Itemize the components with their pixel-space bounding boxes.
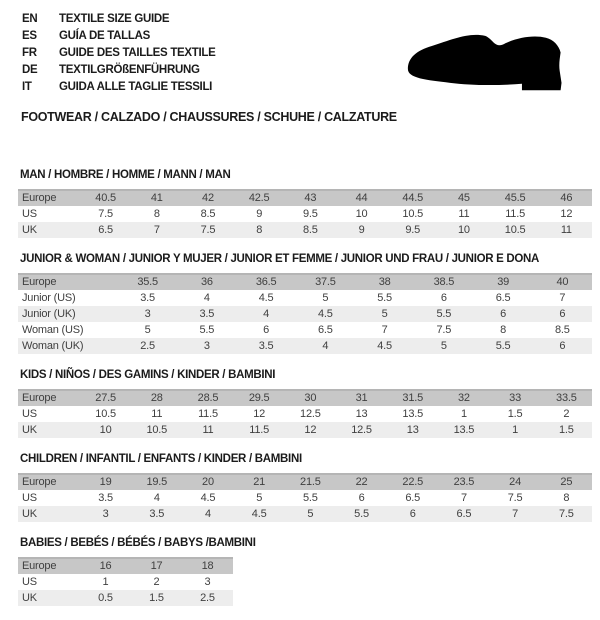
size-section (18, 536, 592, 606)
size-cell: 28 (150, 392, 163, 404)
size-cell: 16 (99, 560, 112, 572)
size-cell: 7.5 (436, 323, 452, 336)
size-cell: 3.5 (199, 307, 215, 320)
size-cell: 6 (440, 291, 447, 304)
table-row (18, 422, 592, 438)
size-cell: 2 (153, 575, 160, 588)
size-section (18, 452, 592, 522)
size-cell: 4.5 (258, 291, 274, 304)
size-table (18, 273, 592, 354)
row-label: Europe (22, 476, 57, 488)
row-label: Europe (22, 560, 57, 572)
size-cell: 12 (304, 423, 317, 436)
size-cell: 19.5 (146, 476, 168, 488)
size-cell: 8 (563, 491, 570, 504)
size-cell: 5 (256, 491, 263, 504)
size-cell: 31.5 (402, 392, 424, 404)
size-cell: 6 (559, 307, 566, 320)
table-row (18, 222, 592, 238)
size-cell: 10 (355, 207, 368, 220)
size-cell: 18 (201, 560, 214, 572)
section-title: KIDS / NIÑOS / DES GAMINS / KINDER / BAMBINI (20, 369, 276, 381)
size-cell: 3 (144, 307, 151, 320)
size-cell: 4 (203, 291, 210, 304)
size-cell: 4 (205, 507, 211, 520)
size-cell: 20 (202, 476, 214, 488)
size-cell: 3 (102, 507, 109, 520)
table-row (18, 322, 592, 338)
size-cell: 33.5 (556, 392, 577, 404)
size-cell: 5 (381, 307, 388, 320)
table-row (18, 306, 592, 322)
size-cell: 1 (460, 407, 467, 420)
size-cell: 39 (497, 276, 510, 288)
size-cell: 28.5 (197, 392, 219, 404)
size-cell: 13 (355, 407, 368, 420)
size-cell: 7 (559, 291, 566, 304)
size-cell: 5.5 (436, 307, 452, 320)
size-cell: 2.5 (140, 339, 155, 352)
size-table (18, 557, 233, 606)
size-cell: 23.5 (453, 476, 475, 488)
size-section (18, 368, 592, 438)
size-cell: 31 (355, 392, 368, 404)
size-cell: 5 (322, 291, 329, 304)
size-cell: 12.5 (300, 407, 321, 420)
table-row (18, 558, 233, 574)
size-table (18, 189, 592, 238)
size-cell: 5 (440, 339, 447, 352)
row-label: US (22, 575, 37, 588)
size-table (18, 389, 592, 438)
size-cell: 36 (200, 276, 213, 288)
size-cell: 22 (355, 476, 368, 488)
size-cell: 6.5 (405, 491, 421, 504)
size-cell: 12 (560, 207, 573, 220)
size-cell: 1 (512, 423, 519, 436)
size-cell: 10.5 (402, 207, 424, 220)
size-cell: 5.5 (495, 339, 511, 352)
size-cell: 7 (512, 507, 519, 520)
size-cell: 10 (457, 223, 470, 236)
section-title: JUNIOR & WOMAN / JUNIOR Y MUJER / JUNIOR ET FEMME / JUNIOR UND FRAU / JUNIOR E DONA (20, 253, 540, 265)
size-cell: 4.5 (251, 507, 267, 520)
size-cell: 9 (256, 207, 263, 220)
section-title: MAN / HOMBRE / HOMME / MANN / MAN (20, 169, 231, 181)
row-label: Junior (US) (22, 291, 76, 304)
row-label: US (22, 207, 37, 220)
size-cell: 6.5 (98, 223, 113, 236)
size-cell: 42.5 (248, 192, 270, 204)
size-cell: 4.5 (377, 339, 392, 352)
language-row (22, 45, 216, 62)
language-list (22, 11, 216, 96)
row-label: UK (22, 591, 37, 604)
size-cell: 45.5 (504, 192, 526, 204)
size-cell: 40 (556, 276, 569, 288)
table-row (18, 506, 592, 522)
table-row (18, 390, 592, 406)
size-cell: 7 (460, 491, 467, 504)
table-row (18, 590, 233, 606)
size-cell: 6.5 (495, 291, 511, 304)
language-title: GUIDA ALLE TAGLIE TESSILI (59, 81, 213, 93)
size-cell: 6 (263, 323, 270, 336)
size-cell: 11.5 (505, 207, 525, 220)
size-cell: 12.5 (351, 423, 372, 436)
size-cell: 1.5 (558, 423, 574, 436)
size-cell: 6.5 (456, 507, 472, 520)
size-section (18, 168, 592, 238)
size-cell: 35.5 (137, 276, 158, 288)
language-row (22, 11, 216, 28)
size-cell: 2 (563, 407, 570, 420)
size-cell: 13.5 (402, 407, 424, 420)
size-cell: 32 (457, 392, 470, 404)
size-cell: 5 (307, 507, 314, 520)
size-cell: 8.5 (302, 223, 318, 236)
size-cell: 38 (378, 276, 391, 288)
row-label: Europe (22, 192, 57, 204)
table-row (18, 206, 592, 222)
size-cell: 43 (304, 192, 317, 204)
size-cell: 7.5 (507, 491, 523, 504)
size-cell: 8.5 (200, 207, 216, 220)
language-row (22, 28, 216, 45)
language-title: TEXTILGRÖßENFÜHRUNG (59, 64, 200, 76)
size-cell: 7.5 (200, 223, 216, 236)
size-cell: 45 (457, 192, 470, 204)
row-label: Junior (UK) (22, 307, 76, 320)
size-cell: 1.5 (149, 591, 164, 604)
size-cell: 3 (204, 575, 211, 588)
language-code: FR (22, 47, 37, 59)
size-cell: 5.5 (377, 291, 392, 304)
size-cell: 3.5 (149, 507, 165, 520)
row-label: Europe (22, 392, 57, 404)
size-cell: 4 (153, 491, 160, 504)
row-label: US (22, 491, 37, 504)
row-label: UK (22, 223, 37, 236)
size-cell: 1 (102, 575, 109, 588)
size-cell: 4.5 (318, 307, 333, 320)
size-cell: 12 (253, 407, 266, 420)
size-cell: 33 (509, 392, 522, 404)
table-row (18, 474, 592, 490)
size-cell: 6 (358, 491, 365, 504)
language-code: DE (22, 64, 38, 76)
size-cell: 8 (256, 223, 263, 236)
size-cell: 13 (406, 423, 419, 436)
language-code: IT (22, 81, 32, 93)
size-cell: 11.5 (198, 407, 218, 420)
row-label: Woman (US) (22, 323, 84, 336)
size-cell: 36.5 (255, 276, 277, 288)
size-cell: 42 (202, 192, 214, 204)
size-cell: 24 (509, 476, 522, 488)
size-cell: 2.5 (200, 591, 215, 604)
size-cell: 30 (304, 392, 317, 404)
size-cell: 27.5 (95, 392, 116, 404)
size-cell: 40.5 (95, 192, 116, 204)
row-label: UK (22, 423, 37, 436)
size-cell: 1.5 (507, 407, 523, 420)
size-cell: 6 (409, 507, 416, 520)
table-row (18, 406, 592, 422)
size-cell: 38.5 (433, 276, 455, 288)
language-row (22, 62, 216, 79)
size-cell: 6.5 (318, 323, 333, 336)
size-cell: 11 (151, 407, 163, 420)
language-row (22, 79, 216, 96)
size-cell: 6 (559, 339, 566, 352)
size-cell: 7.5 (98, 207, 113, 220)
row-label: UK (22, 507, 37, 520)
size-cell: 3.5 (258, 339, 274, 352)
size-cell: 37.5 (315, 276, 336, 288)
size-cell: 10 (99, 423, 112, 436)
size-cell: 21.5 (300, 476, 321, 488)
size-cell: 3.5 (98, 491, 113, 504)
size-cell: 44.5 (402, 192, 424, 204)
category-title: FOOTWEAR / CALZADO / CHAUSSURES / SCHUHE / CALZATURE (21, 110, 397, 124)
size-cell: 5.5 (199, 323, 215, 336)
size-cell: 5 (144, 323, 151, 336)
size-cell: 7.5 (558, 507, 574, 520)
size-cell: 5.5 (354, 507, 369, 520)
table-row (18, 290, 592, 306)
size-cell: 11 (560, 223, 572, 236)
size-cell: 10.5 (146, 423, 168, 436)
language-code: ES (22, 30, 37, 42)
size-cell: 6 (500, 307, 507, 320)
size-cell: 10.5 (504, 223, 526, 236)
size-cell: 44 (355, 192, 368, 204)
size-cell: 25 (560, 476, 573, 488)
size-cell: 8.5 (555, 323, 570, 336)
size-cell: 46 (560, 192, 573, 204)
size-section (18, 252, 592, 354)
size-cell: 3 (203, 339, 210, 352)
size-cell: 4 (263, 307, 270, 320)
language-title: GUIDE DES TAILLES TEXTILE (59, 47, 216, 59)
table-row (18, 190, 592, 206)
size-cell: 41 (150, 192, 163, 204)
table-row (18, 274, 592, 290)
size-cell: 8 (153, 207, 160, 220)
size-cell: 13.5 (453, 423, 475, 436)
size-cell: 11 (458, 207, 470, 220)
size-cell: 29.5 (248, 392, 270, 404)
size-cell: 21 (253, 476, 266, 488)
size-cell: 17 (150, 560, 163, 572)
size-cell: 0.5 (98, 591, 113, 604)
size-table (18, 473, 592, 522)
language-code: EN (22, 13, 38, 25)
size-cell: 4.5 (200, 491, 216, 504)
size-cell: 9 (358, 223, 365, 236)
size-cell: 10.5 (95, 407, 116, 420)
size-tables (18, 168, 592, 620)
row-label: US (22, 407, 37, 420)
size-cell: 7 (381, 323, 388, 336)
language-title: GUÍA DE TALLAS (59, 30, 150, 42)
size-cell: 9.5 (302, 207, 318, 220)
row-label: Woman (UK) (22, 339, 84, 352)
size-cell: 19 (99, 476, 112, 488)
language-title: TEXTILE SIZE GUIDE (59, 13, 170, 25)
section-title: BABIES / BEBÉS / BÉBÉS / BABYS /BAMBINI (20, 537, 256, 549)
table-row (18, 338, 592, 354)
size-cell: 11 (202, 423, 214, 436)
size-cell: 9.5 (405, 223, 421, 236)
size-cell: 3.5 (140, 291, 155, 304)
section-title: CHILDREN / INFANTIL / ENFANTS / KINDER / BAMBINI (20, 453, 302, 465)
size-cell: 8 (500, 323, 507, 336)
size-cell: 4 (322, 339, 329, 352)
table-row (18, 574, 233, 590)
size-cell: 22.5 (402, 476, 424, 488)
size-cell: 5.5 (302, 491, 318, 504)
dress-shoe-icon (392, 12, 582, 104)
size-cell: 7 (153, 223, 160, 236)
table-row (18, 490, 592, 506)
size-cell: 11.5 (249, 423, 270, 436)
row-label: Europe (22, 276, 57, 288)
